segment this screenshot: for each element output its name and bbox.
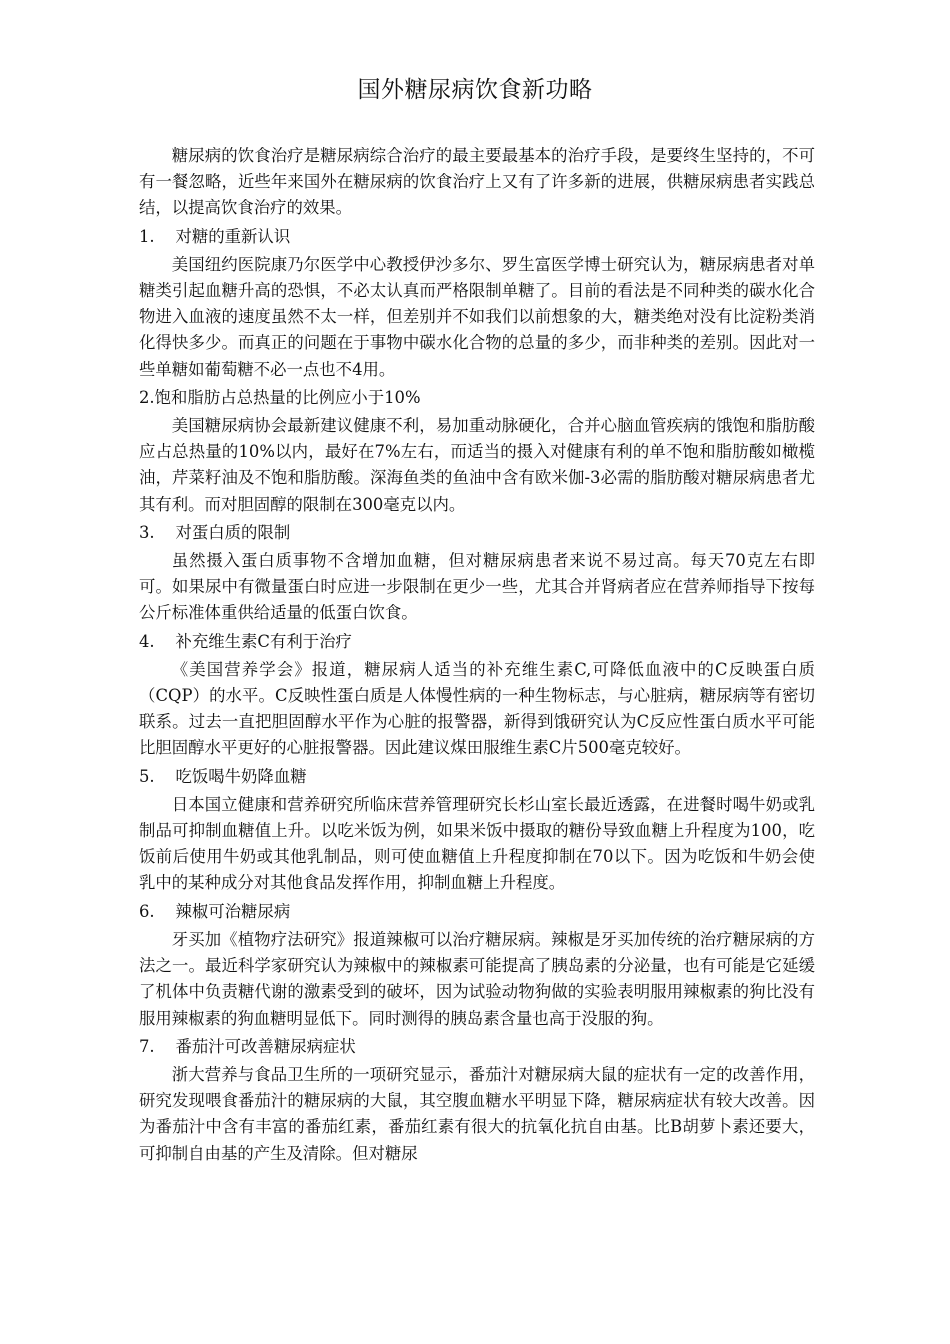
section-heading-3: 3. 对蛋白质的限制: [139, 522, 291, 542]
intro-paragraph: 糖尿病的饮食治疗是糖尿病综合治疗的最主要最基本的治疗手段，是要终生坚持的，不可有一餐忽略，近些年来国外在糖尿病的饮食治疗上又有了许多新的进展，供糖尿病患者实践总结，以提高饮食治疗的效果。: [139, 146, 815, 218]
section-paragraph-7: 浙大营养与食品卫生所的一项研究显示，番茄汁对糖尿病大鼠的症状有一定的改善作用，研究发现喂食番茄汁的糖尿病的大鼠，其空腹血糖水平明显下降，糖尿病症状有较大改善。因为番茄汁中含有丰富的番茄红素，番茄红素有很大的抗氧化抗自由基。比B胡萝卜素还要大，可抑制自由基的产生及清除。但对糖尿: [139, 1064, 815, 1163]
section-paragraph-4: 《美国营养学会》报道，糖尿病人适当的补充维生素C,可降低血液中的C反映蛋白质（CQP）的水平。C反映性蛋白质是人体慢性病的一种生物标志，与心脏病，糖尿病等有密切联系。过去一直把胆固醇水平作为心脏的报警器，新得到饿研究认为C反应性蛋白质水平可能比胆固醇水平更好的心脏报警器。因此建议煤田服维生素C片500毫克较好。: [139, 659, 815, 758]
section-paragraph-3: 虽然摄入蛋白质事物不含增加血糖，但对糖尿病患者来说不易过高。每天70克左右即可。如果尿中有微量蛋白时应进一步限制在更少一些，尤其合并肾病者应在营养师指导下按每公斤标准体重供给适量的低蛋白饮食。: [139, 551, 815, 623]
section-heading-4: 4. 补充维生素C有利于治疗: [139, 631, 352, 651]
section-heading-2: 2.饱和脂肪占总热量的比例应小于10%: [139, 387, 421, 407]
section-heading-5: 5. 吃饭喝牛奶降血糖: [139, 766, 307, 786]
section-heading-7: 7. 番茄汁可改善糖尿病症状: [139, 1036, 356, 1056]
section-paragraph-6: 牙买加《植物疗法研究》报道辣椒可以治疗糖尿病。辣椒是牙买加传统的治疗糖尿病的方法之一。最近科学家研究认为辣椒中的辣椒素可能提高了胰岛素的分泌量，也有可能是它延缓了机体中负责糖代谢的激素受到的破坏，因为试验动物狗做的实验表明服用辣椒素的狗比没有服用辣椒素的狗血糖明显低下。同时测得的胰岛素含量也高于没服的狗。: [139, 929, 815, 1028]
section-paragraph-2: 美国糖尿病协会最新建议健康不利，易加重动脉硬化，合并心脑血管疾病的饿饱和脂肪酸应占总热量的10%以内，最好在7%左右，而适当的摄入对健康有利的单不饱和脂肪酸如橄榄油，芹菜籽油及不饱和脂肪酸。深海鱼类的鱼油中含有欧米伽-3必需的脂肪酸对糖尿病患者尤其有利。而对胆固醇的限制在300毫克以内。: [139, 416, 815, 514]
document-body: [139, 143, 815, 1169]
section-heading-1: 1. 对糖的重新认识: [139, 226, 291, 246]
section-paragraph-5: 日本国立健康和营养研究所临床营养管理研究长杉山室长最近透露，在进餐时喝牛奶或乳制品可抑制血糖值上升。以吃米饭为例，如果米饭中摄取的糖份导致血糖上升程度为100，吃饭前后使用牛奶或其他乳制品，则可使血糖值上升程度抑制在70以下。因为吃饭和牛奶会使乳中的某种成分对其他食品发挥作用，抑制血糖上升程度。: [139, 794, 815, 893]
section-paragraph-1: 美国纽约医院康乃尔医学中心教授伊沙多尔、罗生富医学博士研究认为，糖尿病患者对单糖类引起血糖升高的恐惧，不必太认真而严格限制单糖了。目前的看法是不同种类的碳水化合物进入血液的速度虽然不太一样，但差别并不如我们以前想象的大，糖类绝对没有比淀粉类消化得快多少。而真正的问题在于事物中碳水化合物的总量的多少，而非种类的差别。因此对一些单糖如葡萄糖不必一点也不4用。: [139, 254, 815, 379]
section-heading-6: 6. 辣椒可治糖尿病: [139, 901, 291, 921]
document-title: 国外糖尿病饮食新功略: [357, 77, 593, 103]
